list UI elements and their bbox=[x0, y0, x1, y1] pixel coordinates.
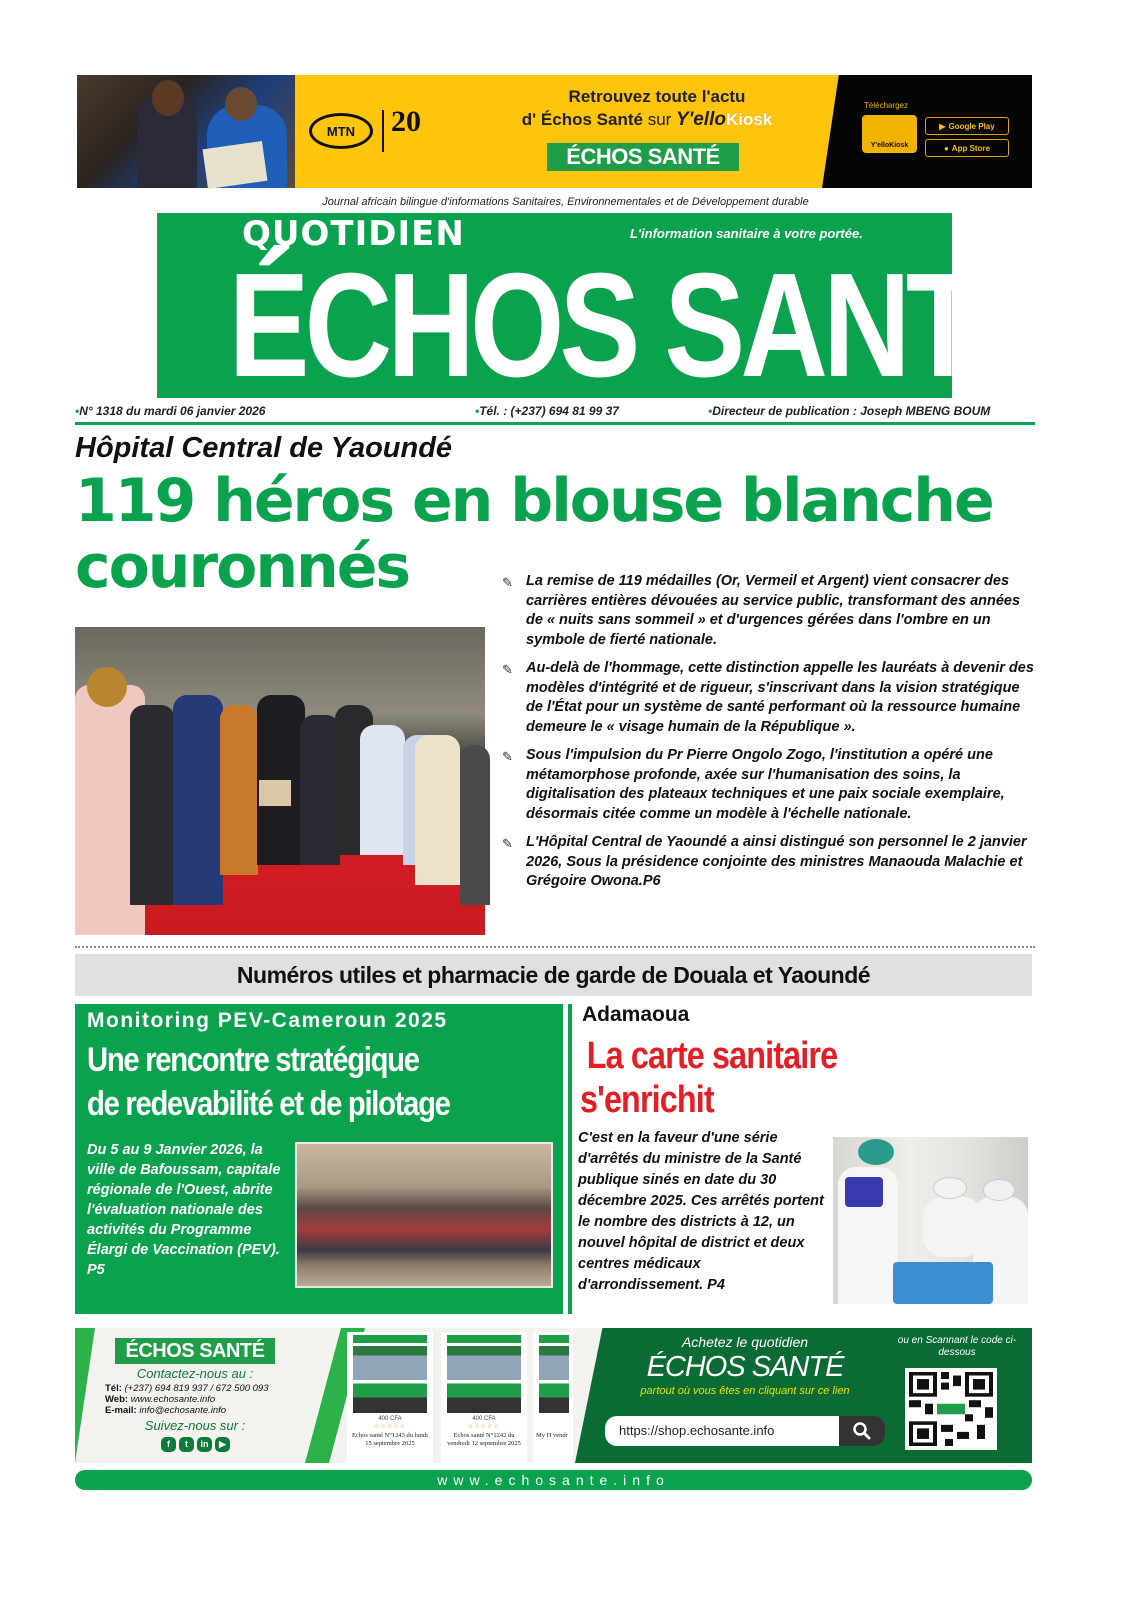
cover-rating: ☆☆☆☆☆ bbox=[374, 1424, 406, 1430]
cover-thumbnail bbox=[447, 1335, 521, 1413]
pev-text: Du 5 au 9 Janvier 2026, la ville de Bafoussam, capitale régionale de l'Ouest, abrite l'évaluation nationale des activités du Programme Élargi de Vaccination (PEV). P5 bbox=[87, 1142, 281, 1278]
pencil-icon: ✎ bbox=[502, 836, 513, 851]
useful-numbers-banner[interactable] bbox=[75, 954, 1032, 996]
masthead-slogan: L'information sanitaire à votre portée. bbox=[630, 226, 863, 241]
pev-kicker: Monitoring PEV-Cameroun 2025 bbox=[87, 1009, 448, 1032]
pencil-icon: ✎ bbox=[502, 749, 513, 764]
adamaoua-accent-bar bbox=[568, 1004, 572, 1314]
web-label: Web: bbox=[105, 1394, 129, 1405]
dotted-divider bbox=[75, 946, 1035, 948]
bullet-dot: • bbox=[75, 404, 80, 418]
tel-value: (+237) 694 819 937 / 672 500 093 bbox=[124, 1383, 269, 1394]
bullet-text: L'Hôpital Central de Yaoundé a ainsi distingué son personnel le 2 janvier 2026, Sous la présidence conjointe des ministres Manaouda Malachie et Grégoire Owona.P6 bbox=[526, 834, 1027, 889]
cover-rating: ☆☆☆☆☆ bbox=[468, 1424, 500, 1430]
email-label: E-mail: bbox=[105, 1405, 137, 1416]
mtn-logo-text: MTN bbox=[326, 123, 356, 139]
photo-cap bbox=[933, 1177, 967, 1199]
buy-subtext: partout où vous êtes en cliquant sur ce lien bbox=[640, 1385, 850, 1397]
divider bbox=[75, 422, 1035, 425]
linkedin-icon[interactable]: in bbox=[197, 1437, 212, 1452]
app-store-label: App Store bbox=[951, 143, 991, 153]
photo-figure bbox=[415, 735, 460, 885]
search-button[interactable] bbox=[839, 1416, 885, 1446]
ad-person-head bbox=[152, 80, 184, 116]
photo-table bbox=[893, 1262, 993, 1304]
contact-details bbox=[105, 1383, 268, 1416]
download-label: Téléchargez bbox=[864, 101, 909, 110]
issue-cover[interactable] bbox=[533, 1332, 573, 1463]
cover-title: Echos santé N°1243 du lundi 15 septembre 2025 bbox=[352, 1432, 428, 1447]
twitter-icon[interactable]: t bbox=[179, 1437, 194, 1452]
main-story-photo[interactable] bbox=[75, 627, 485, 935]
cover-title: Echos santé N°1242 du vendredi 12 septembre 2025 bbox=[447, 1432, 521, 1447]
photo-figure bbox=[220, 705, 258, 875]
ad-newspaper bbox=[203, 141, 268, 189]
bullet-dot: • bbox=[708, 404, 713, 418]
buy-label: Achetez le quotidien bbox=[681, 1334, 809, 1350]
issue-info-row bbox=[75, 404, 1035, 420]
pev-group-photo bbox=[295, 1142, 553, 1288]
ad-photo-readers bbox=[77, 75, 295, 188]
adamaoua-text: C'est en la faveur d'une série d'arrêtés du ministre de la Santé publique sinés en date du 30 décembre 2025. Ces arrêtés portent le nombre des districts à 12, un nouvel hôpital de district et deux centres médicaux d'arrondissement. P4 bbox=[578, 1130, 824, 1293]
google-play-badge[interactable] bbox=[925, 117, 1009, 135]
bullet-dot: • bbox=[475, 404, 480, 418]
ad-yello: Y'ello bbox=[676, 109, 726, 130]
useful-numbers-text: Numéros utiles et pharmacie de garde de Douala et Yaoundé bbox=[236, 962, 871, 988]
bullet-text: Au-delà de l'hommage, cette distinction appelle les lauréats à devenir des modèles d'intégrité et de rigueur, s'inscrivant dans la vision stratégique de l'État pour un système de santé performant où la ressource humaine demeure le « visage humain de la République ». bbox=[526, 660, 1034, 735]
issue-number bbox=[75, 404, 265, 419]
play-icon: ▶ bbox=[939, 121, 946, 131]
qr-code[interactable] bbox=[905, 1368, 997, 1450]
shop-url-field[interactable]: https://shop.echosante.info bbox=[605, 1416, 839, 1446]
social-icons bbox=[161, 1437, 230, 1452]
photo-figure bbox=[360, 725, 405, 855]
photo-cap bbox=[858, 1139, 894, 1165]
masthead-quotidien: QUOTIDIEN bbox=[242, 214, 465, 254]
certificate bbox=[259, 780, 291, 806]
main-story-headline[interactable] bbox=[75, 468, 1040, 600]
cover-title: My H vendr bbox=[536, 1432, 568, 1439]
yellokiosk-app-icon[interactable] bbox=[862, 115, 917, 153]
photo-figure bbox=[300, 715, 340, 865]
bottom-ad-logo: ÉCHOS SANTÉ bbox=[115, 1338, 275, 1364]
director bbox=[708, 404, 990, 419]
ad-person-head bbox=[225, 87, 257, 121]
qr-code-icon bbox=[909, 1372, 993, 1446]
headline-line: 119 héros en blouse blanche bbox=[75, 466, 993, 536]
pencil-icon: ✎ bbox=[502, 662, 513, 677]
main-story-kicker: Hôpital Central de Yaoundé bbox=[75, 432, 453, 464]
pev-title bbox=[87, 1038, 543, 1126]
pev-article[interactable] bbox=[75, 1004, 563, 1314]
pev-title-line: de redevabilité et de pilotage bbox=[87, 1085, 450, 1123]
photo-clothing bbox=[845, 1177, 883, 1207]
scan-label: ou en Scannant le code ci-dessous bbox=[897, 1335, 1017, 1358]
google-play-label: Google Play bbox=[948, 121, 995, 131]
cover-thumbnail bbox=[353, 1335, 427, 1413]
phone bbox=[475, 404, 619, 419]
ad-headline: Retrouvez toute l'actu bbox=[568, 87, 746, 106]
cover-price: 400 CFA bbox=[472, 1416, 496, 1422]
bullet-item bbox=[500, 833, 1035, 892]
adamaoua-title-line: La carte sanitaire bbox=[586, 1035, 838, 1077]
photo-figure bbox=[460, 745, 490, 905]
youtube-icon[interactable]: ▶ bbox=[215, 1437, 230, 1452]
cover-price: 400 CFA bbox=[378, 1416, 402, 1422]
bullet-item bbox=[500, 746, 1035, 824]
buy-brand: ÉCHOS SANTÉ bbox=[646, 1351, 844, 1383]
ad-subheadline bbox=[437, 109, 857, 131]
email-link[interactable]: info@echosante.info bbox=[139, 1405, 227, 1416]
photo-figure-head bbox=[87, 667, 127, 707]
adamaoua-title[interactable] bbox=[580, 1034, 980, 1122]
kiosk-app-name: Y'elloKiosk bbox=[870, 142, 909, 149]
masthead-title: ÉCHOS SANTÉ bbox=[228, 243, 1052, 408]
ad-kiosk: Kiosk bbox=[725, 110, 773, 129]
anniversary-logo: 20 bbox=[391, 105, 421, 138]
pev-title-line: Une rencontre stratégique bbox=[87, 1041, 419, 1079]
issue-cover[interactable] bbox=[347, 1332, 433, 1463]
tagline: Journal africain bilingue d'informations Sanitaires, Environnementales et de Développement durable bbox=[322, 196, 809, 208]
apple-icon: ● bbox=[943, 143, 949, 153]
bullet-item bbox=[500, 659, 1035, 737]
tel-label: Tél: bbox=[105, 1383, 122, 1394]
headline-line: couronnés bbox=[75, 532, 410, 602]
bottom-advertisement[interactable] bbox=[75, 1328, 1032, 1463]
search-icon bbox=[852, 1421, 872, 1441]
ad-echos-sante-logo: ÉCHOS SANTÉ bbox=[547, 143, 739, 171]
phone-text: Tél. : (+237) 694 81 99 37 bbox=[479, 404, 619, 418]
ad-brand: Échos Santé bbox=[540, 110, 643, 129]
ad-text: d' bbox=[521, 110, 537, 129]
web-link[interactable]: www.echosante.info bbox=[130, 1394, 216, 1405]
ad-stripe bbox=[75, 1328, 95, 1463]
issue-cover[interactable] bbox=[441, 1332, 527, 1463]
cover-thumbnail bbox=[539, 1335, 569, 1413]
photo-figure bbox=[173, 695, 223, 905]
mtn-logo bbox=[309, 113, 373, 149]
ad-divider bbox=[382, 110, 384, 152]
photo-cap bbox=[983, 1179, 1015, 1201]
bullet-text: La remise de 119 médailles (Or, Vermeil et Argent) vient consacrer des carrières entières dévouées au service public, transformant des années de « nuits sans sommeil » et d'urgences gérées dans l'ombre en un symbole de fierté nationale. bbox=[526, 573, 1021, 648]
director-text: Directeur de publication : Joseph MBENG BOUM bbox=[712, 404, 991, 418]
pencil-icon: ✎ bbox=[502, 575, 513, 590]
photo-figure bbox=[130, 705, 175, 905]
facebook-icon[interactable]: f bbox=[161, 1437, 176, 1452]
adamaoua-photo bbox=[833, 1137, 1028, 1304]
ad-text: sur bbox=[647, 110, 672, 129]
footer-website[interactable]: www.echosante.info bbox=[75, 1470, 1032, 1490]
adamaoua-kicker: Adamaoua bbox=[582, 1003, 690, 1026]
follow-label: Suivez-nous sur : bbox=[144, 1418, 246, 1433]
app-store-badge[interactable] bbox=[925, 139, 1009, 157]
top-advertisement[interactable] bbox=[77, 75, 1032, 188]
bullet-text: Sous l'impulsion du Pr Pierre Ongolo Zogo, l'institution a opéré une métamorphose profonde, axée sur l'humanisation des soins, la digitalisation des plateaux techniques et une paix sociale exemplaire, désormais citée comme un modèle à l'échelle nationale. bbox=[526, 747, 1005, 822]
adamaoua-title-line: s'enrichit bbox=[580, 1079, 714, 1121]
issue-number-text: N° 1318 du mardi 06 janvier 2026 bbox=[79, 404, 266, 418]
masthead bbox=[157, 213, 1052, 408]
contact-label: Contactez-nous au : bbox=[136, 1366, 254, 1381]
main-story-bullets bbox=[500, 572, 1035, 901]
